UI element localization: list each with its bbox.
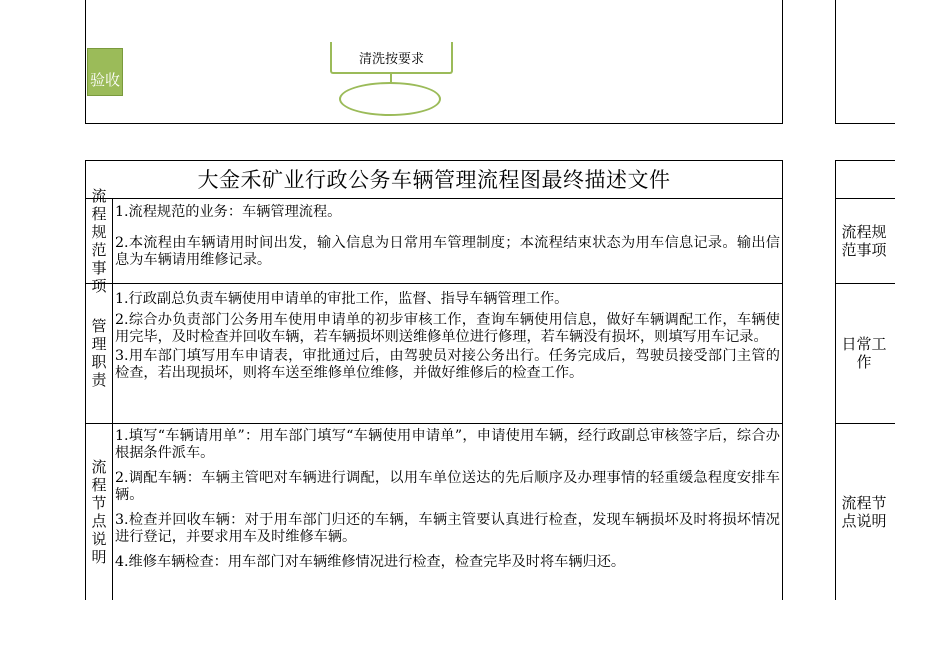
paragraph: 2.本流程由车辆请用时间出发，输入信息为日常用车管理制度；本流程结束状态为用车信息记录。输出信息为车辆请用维修记录。: [115, 235, 780, 268]
paragraph: 1.填写“车辆请用单”：用车部门填写“车辆使用申请单”，申请使用车辆，经行政副总审核签字后，综合办根据条件派车。: [115, 428, 780, 461]
paragraph: 2.综合办负责部门公务用车使用申请单的初步审核工作，查询车辆使用信息，做好车辆调配工作，车辆使用完毕，及时检查并回收车辆，若车辆损坏则送维修单位进行修理，若车辆没有损坏，则填写用车记录。: [115, 312, 780, 345]
acceptance-step-label: 验收: [89, 71, 120, 89]
paragraph: 4.维修车辆检查：用车部门对车辆维修情况进行检查，检查完毕及时将车辆归还。: [115, 554, 626, 570]
table-divider: [86, 423, 782, 424]
next-page-table: [835, 160, 895, 600]
row-content: [115, 291, 780, 382]
next-page-row-label: 日常工作: [841, 335, 887, 371]
row-content: [115, 204, 780, 269]
table-divider: [86, 283, 782, 284]
acceptance-step-box: [87, 48, 123, 96]
paragraph: 3.检查并回收车辆：对于用车部门归还的车辆，车辆主管要认真进行检查，发现车辆损坏及时将损坏情况进行登记，并要求用车及时维修车辆。: [115, 512, 780, 545]
row-label: 流程规范事项: [91, 186, 107, 295]
paragraph: 1.行政副总负责车辆使用申请单的审批工作，监督、指导车辆管理工作。: [115, 291, 569, 307]
table-divider: [86, 198, 782, 199]
next-page-row-label: 流程节点说明: [841, 493, 887, 530]
next-page-row-label: 流程规范事项: [841, 222, 887, 259]
document-title: 大金禾矿业行政公务车辆管理流程图最终描述文件: [197, 168, 671, 192]
paragraph: 3.用车部门填写用车申请表，审批通过后，由驾驶员对接公务出行。任务完成后，驾驶员接受部门主管的检查，若出现损坏，则将车送至维修单位维修，并做好维修后的检查工作。: [115, 348, 780, 381]
row-content: [115, 428, 780, 571]
end-oval: [339, 82, 441, 116]
paragraph: 2.调配车辆：车辆主管吧对车辆进行调配，以用车单位送达的先后顺序及办理事情的轻重缓急程度安排车辆。: [115, 470, 780, 503]
row-label: 流程节点说明: [91, 457, 107, 566]
paragraph: 1.流程规范的业务：车辆管理流程。: [115, 204, 342, 220]
row-label: 管理职责: [91, 317, 107, 389]
next-page-flowchart-frame: [835, 0, 895, 124]
table-border: [836, 160, 895, 161]
requirement-step-label: 清洗按要求: [358, 52, 424, 67]
requirement-step-box: [330, 42, 453, 74]
description-table: [85, 160, 783, 600]
label-column-divider: [112, 198, 113, 600]
